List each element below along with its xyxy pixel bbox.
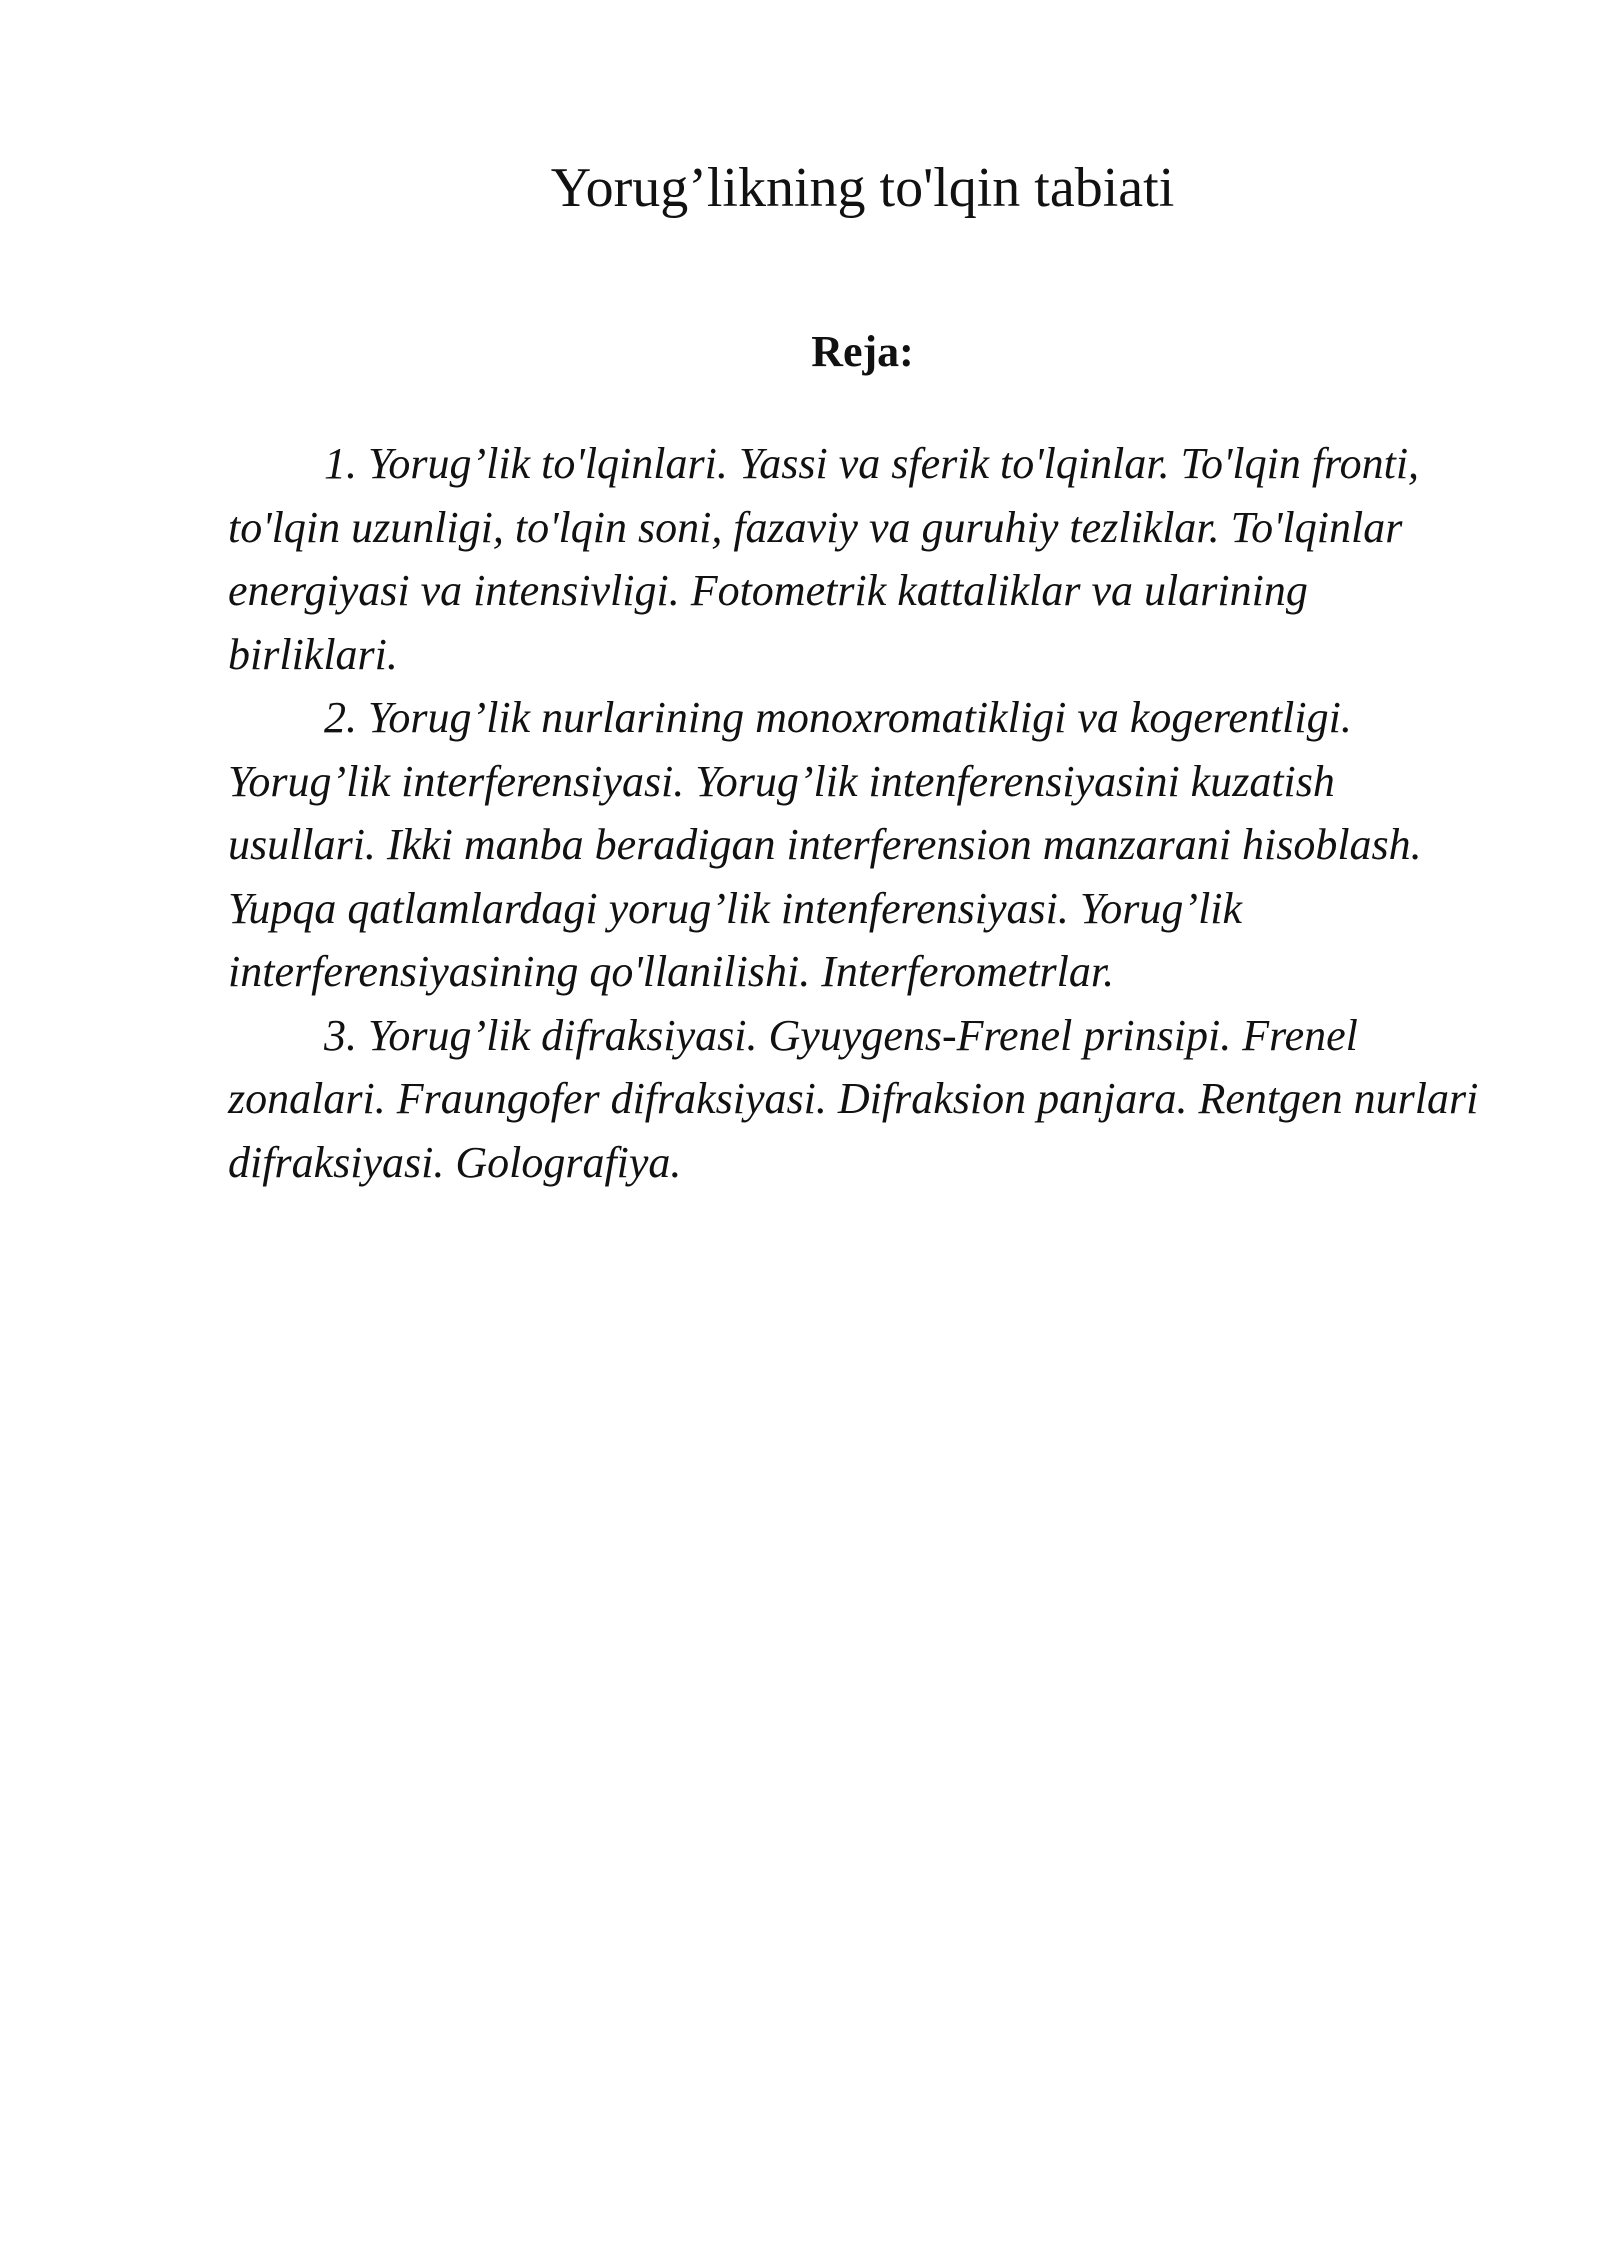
page-title: Yorug’likning to'lqin tabiati	[550, 157, 1175, 219]
plan-list	[228, 432, 1488, 1194]
plan-item-3: 3. Yorug’lik difraksiyasi. Gyuygens-Frenel prinsipi. Frenel zonalari. Fraungofer difraksiyasi. Difraksion panjara. Rentgen nurlari difraksiyasi. Golografiya.	[228, 1010, 1479, 1187]
plan-heading: Reja:	[811, 327, 914, 376]
plan-item-2: 2. Yorug’lik nurlarining monoxromatikligi va kogerentligi. Yorug’lik interferensiyasi. Yorug’lik intenferensiyasini kuzatish usullari. Ikki manba beradigan interferension manzarani hisoblash. Yupqa qatlamlardagi yorug’lik intenferensiyasi. Yorug’lik interferensiyasining qo'llanilishi. Interferometrlar.	[228, 693, 1422, 996]
plan-item-1: 1. Yorug’lik to'lqinlari. Yassi va sferik to'lqinlar. To'lqin fronti, to'lqin uzunligi, to'lqin soni, fazaviy va guruhiy tezliklar. To'lqinlar energiyasi va intensivligi. Fotometrik kattaliklar va ularining birliklari.	[228, 439, 1420, 679]
